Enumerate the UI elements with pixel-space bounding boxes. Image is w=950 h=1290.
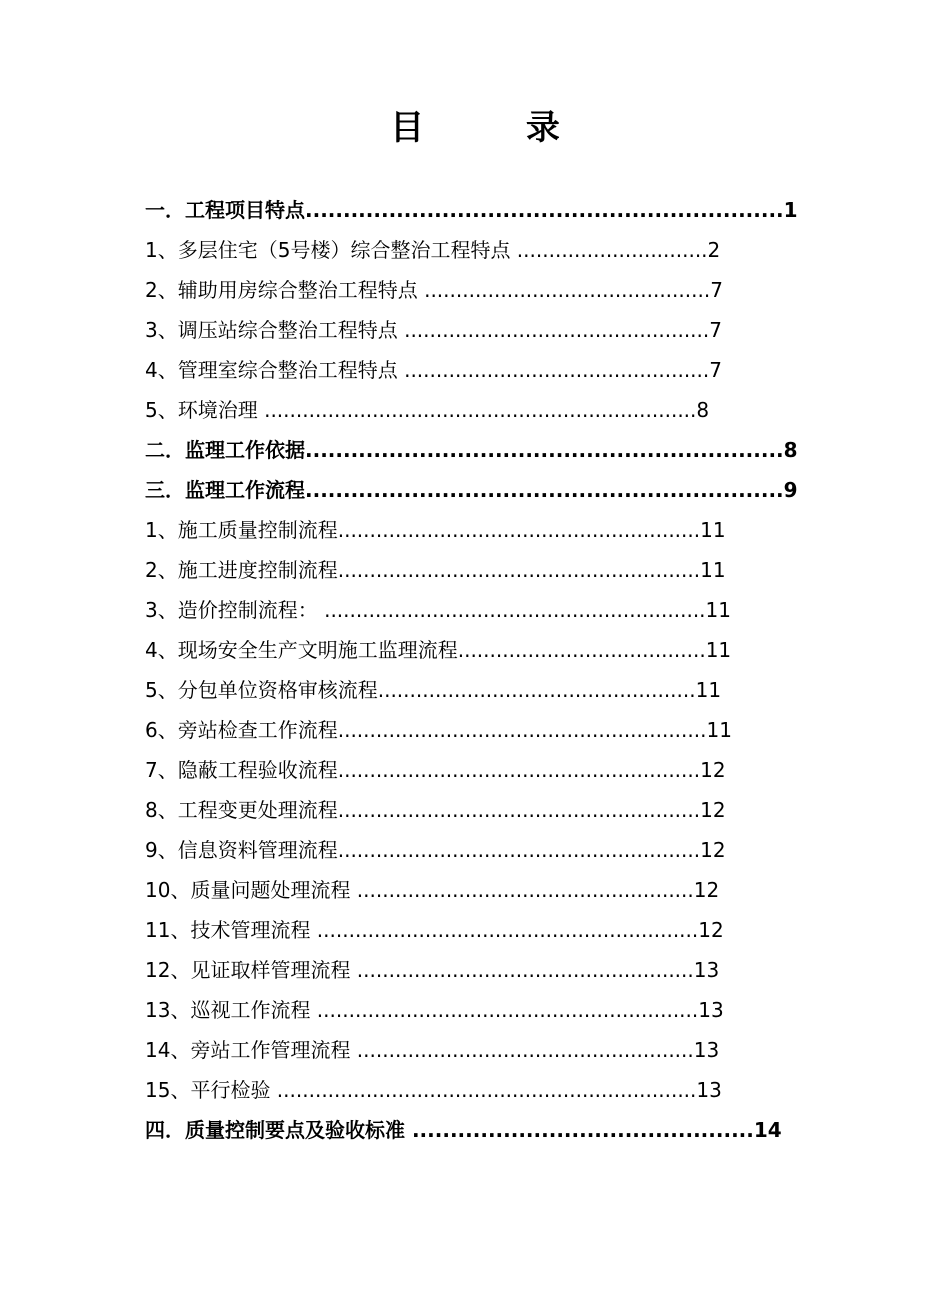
toc-entry-content bbox=[145, 1110, 782, 1150]
toc-dot-leader: .......................................................... bbox=[337, 718, 707, 742]
toc-entry[interactable] bbox=[145, 510, 845, 550]
toc-page-number: 2 bbox=[707, 238, 721, 262]
toc-dot-leader: ..................................................... bbox=[350, 878, 694, 902]
toc-entry-label: 14、旁站工作管理流程 bbox=[145, 1038, 351, 1062]
toc-entry[interactable] bbox=[145, 950, 845, 990]
toc-entry-content bbox=[145, 950, 719, 990]
toc-dot-leader: ..................................................... bbox=[350, 958, 694, 982]
toc-entry-label: 1、多层住宅（5号楼）综合整治工程特点 bbox=[145, 238, 511, 262]
toc-entry[interactable] bbox=[145, 590, 845, 630]
toc-dot-leader: ............................................................ bbox=[310, 918, 699, 942]
toc-dot-leader: ............................................. bbox=[405, 1118, 754, 1142]
toc-entry-label: 11、技术管理流程 bbox=[145, 918, 311, 942]
toc-entry-label: 8、工程变更处理流程 bbox=[145, 798, 338, 822]
toc-page-number: 14 bbox=[753, 1118, 782, 1142]
toc-page-number: 12 bbox=[693, 878, 720, 902]
toc-entry[interactable] bbox=[145, 390, 845, 430]
toc-page-number: 7 bbox=[709, 358, 722, 382]
toc-entry-content bbox=[145, 990, 724, 1030]
toc-entry[interactable] bbox=[145, 470, 845, 510]
toc-entry[interactable] bbox=[145, 870, 845, 910]
toc-entry[interactable] bbox=[145, 990, 845, 1030]
toc-page-number: 7 bbox=[710, 278, 723, 302]
toc-dot-leader: ................................................ bbox=[397, 358, 710, 382]
toc-entry-content bbox=[145, 830, 726, 870]
toc-entry-label: 7、隐蔽工程验收流程 bbox=[145, 758, 338, 782]
toc-page-number: 8 bbox=[696, 398, 710, 422]
toc-page-number: 11 bbox=[695, 678, 722, 702]
toc-entry-label: 3、调压站综合整治工程特点 bbox=[145, 318, 398, 342]
toc-dot-leader: ......................................................... bbox=[337, 518, 701, 542]
toc-dot-leader: ....................................... bbox=[457, 638, 706, 662]
toc-dot-leader: ................................................ bbox=[397, 318, 710, 342]
toc-dot-leader: ............................................................... bbox=[305, 438, 784, 462]
toc-entry-label: 15、平行检验 bbox=[145, 1078, 271, 1102]
toc-entry-label: 二．监理工作依据 bbox=[145, 438, 305, 462]
toc-page-number: 11 bbox=[706, 718, 732, 742]
toc-dot-leader: .................................................. bbox=[377, 678, 696, 702]
toc-entry-content bbox=[145, 870, 719, 910]
toc-entry-label: 一．工程项目特点 bbox=[145, 198, 305, 222]
toc-entry-label: 2、施工进度控制流程 bbox=[145, 558, 338, 582]
toc-dot-leader: ............................................................... bbox=[305, 198, 784, 222]
toc-entry-label: 四．质量控制要点及验收标准 bbox=[145, 1118, 405, 1142]
toc-dot-leader: .............................. bbox=[510, 238, 708, 262]
toc-entry[interactable] bbox=[145, 550, 845, 590]
toc-entry[interactable] bbox=[145, 1110, 845, 1150]
toc-entry[interactable] bbox=[145, 910, 845, 950]
toc-entry-label: 4、现场安全生产文明施工监理流程 bbox=[145, 638, 458, 662]
toc-page-number: 1 bbox=[783, 198, 798, 222]
toc-entry-content bbox=[145, 430, 798, 470]
toc-entry-content bbox=[145, 1030, 719, 1070]
toc-page-number: 12 bbox=[700, 798, 726, 822]
toc-entry-label: 12、见证取样管理流程 bbox=[145, 958, 351, 982]
toc-dot-leader: ............................................................ bbox=[310, 998, 699, 1022]
toc-page-number: 13 bbox=[693, 1038, 720, 1062]
toc-entry-content bbox=[145, 550, 726, 590]
toc-page-number: 11 bbox=[700, 558, 726, 582]
toc-dot-leader: ..................................................... bbox=[350, 1038, 694, 1062]
toc-entry-content bbox=[145, 350, 722, 390]
toc-dot-leader: ......................................................... bbox=[337, 558, 701, 582]
toc-entry[interactable] bbox=[145, 1070, 845, 1110]
toc-dot-leader: .................................................................... bbox=[257, 398, 697, 422]
toc-page-number: 13 bbox=[696, 1078, 722, 1102]
toc-page-number: 13 bbox=[698, 998, 724, 1022]
toc-dot-leader: ......................................................... bbox=[337, 758, 701, 782]
toc-entry-label: 6、旁站检查工作流程 bbox=[145, 718, 338, 742]
toc-entry-content bbox=[145, 790, 726, 830]
toc-entry-content bbox=[145, 470, 798, 510]
toc-entry[interactable] bbox=[145, 430, 845, 470]
toc-dot-leader: ............................................. bbox=[417, 278, 711, 302]
toc-entry-label: 2、辅助用房综合整治工程特点 bbox=[145, 278, 418, 302]
toc-entry-content bbox=[145, 590, 731, 630]
page-title: 目 录 bbox=[390, 108, 586, 148]
toc-entry[interactable] bbox=[145, 670, 845, 710]
toc-entry[interactable] bbox=[145, 270, 845, 310]
toc-entry[interactable] bbox=[145, 350, 845, 390]
toc-entry[interactable] bbox=[145, 630, 845, 670]
toc-entry-label: 10、质量问题处理流程 bbox=[145, 878, 351, 902]
toc-page-number: 7 bbox=[709, 318, 722, 342]
toc-entry-label: 3、造价控制流程： bbox=[145, 598, 318, 622]
toc-dot-leader: ............................................................... bbox=[305, 478, 784, 502]
toc-entry-content bbox=[145, 670, 721, 710]
toc-entry[interactable] bbox=[145, 190, 845, 230]
toc-entry-label: 9、信息资料管理流程 bbox=[145, 838, 338, 862]
toc-entry-label: 5、环境治理 bbox=[145, 398, 258, 422]
toc-entry[interactable] bbox=[145, 750, 845, 790]
toc-entry[interactable] bbox=[145, 790, 845, 830]
toc-dot-leader: ............................................................ bbox=[317, 598, 706, 622]
toc-entry-content bbox=[145, 230, 720, 270]
toc-entry-label: 1、施工质量控制流程 bbox=[145, 518, 338, 542]
toc-entry[interactable] bbox=[145, 830, 845, 870]
toc-entry-content bbox=[145, 630, 731, 670]
toc-entry-content bbox=[145, 190, 798, 230]
toc-entry-content bbox=[145, 270, 723, 310]
toc-entry-content bbox=[145, 750, 726, 790]
toc-entry-label: 5、分包单位资格审核流程 bbox=[145, 678, 378, 702]
toc-page-number: 9 bbox=[783, 478, 798, 502]
toc-entry[interactable] bbox=[145, 710, 845, 750]
toc-entry-content bbox=[145, 310, 722, 350]
toc-page-number: 12 bbox=[698, 918, 724, 942]
toc-entry[interactable] bbox=[145, 310, 845, 350]
toc-entry-label: 13、巡视工作流程 bbox=[145, 998, 311, 1022]
table-of-contents bbox=[145, 190, 845, 1150]
toc-page-number: 11 bbox=[705, 638, 732, 662]
toc-dot-leader: ......................................................... bbox=[337, 838, 701, 862]
toc-entry-content bbox=[145, 390, 709, 430]
toc-page-number: 12 bbox=[700, 758, 726, 782]
toc-entry-content bbox=[145, 1070, 722, 1110]
toc-page-number: 11 bbox=[705, 598, 731, 622]
toc-entry[interactable] bbox=[145, 1030, 845, 1070]
toc-page-number: 11 bbox=[700, 518, 726, 542]
toc-page-number: 13 bbox=[693, 958, 720, 982]
toc-page-number: 12 bbox=[700, 838, 726, 862]
toc-dot-leader: .................................................................. bbox=[270, 1078, 697, 1102]
toc-entry-label: 4、管理室综合整治工程特点 bbox=[145, 358, 398, 382]
toc-entry-label: 三．监理工作流程 bbox=[145, 478, 305, 502]
toc-page-number: 8 bbox=[783, 438, 798, 462]
toc-entry-content bbox=[145, 910, 724, 950]
toc-dot-leader: ......................................................... bbox=[337, 798, 701, 822]
toc-entry-content bbox=[145, 710, 732, 750]
toc-entry[interactable] bbox=[145, 230, 845, 270]
toc-entry-content bbox=[145, 510, 726, 550]
